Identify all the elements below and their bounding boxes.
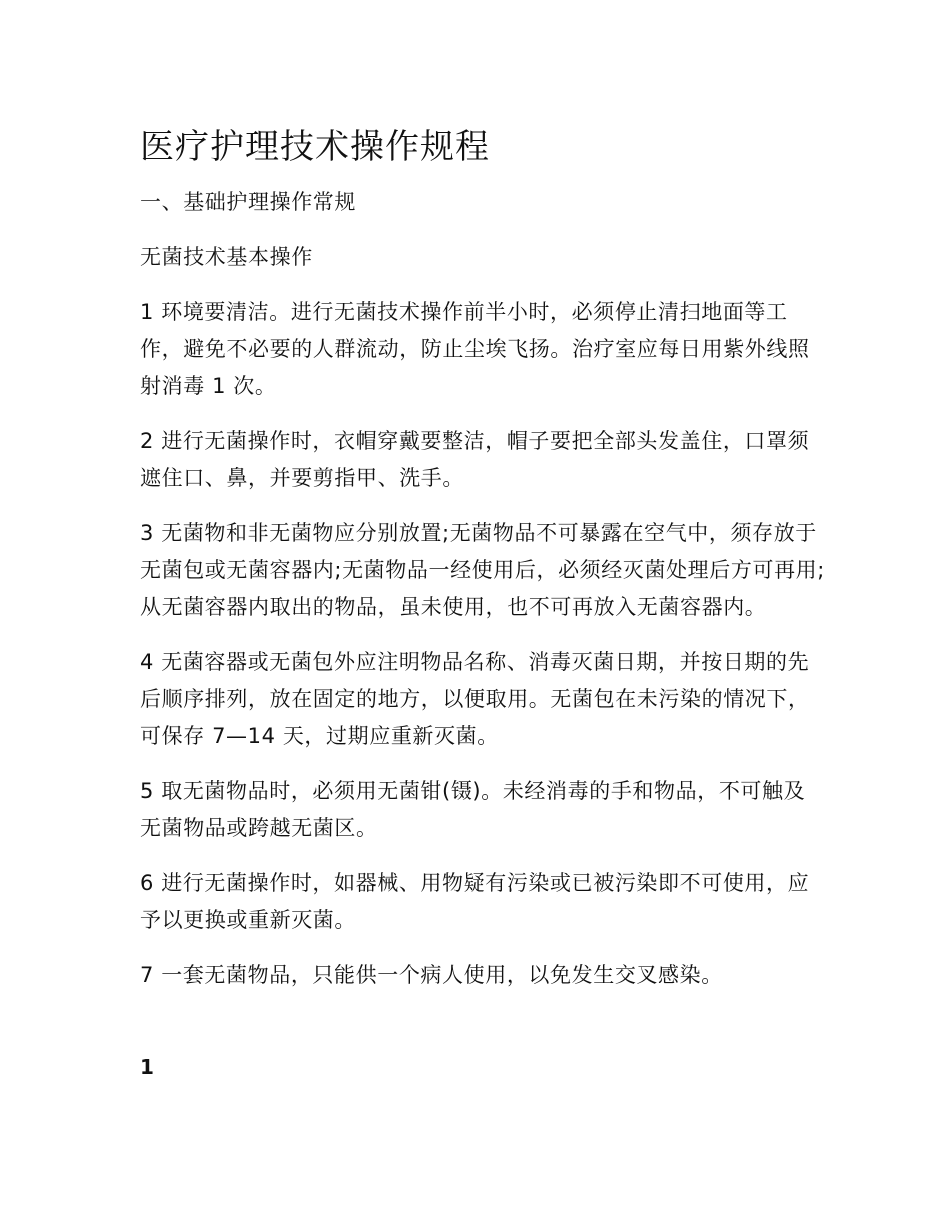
document-body xyxy=(140,122,825,1012)
paragraph-5: 5 取无菌物品时，必须用无菌钳(镊)。未经消毒的手和物品，不可触及无菌物品或跨越无菌区。 xyxy=(140,779,806,840)
paragraph-3: 3 无菌物和非无菌物应分别放置;无菌物品不可暴露在空气中，须存放于无菌包或无菌容器内;无菌物品一经使用后，必须经灭菌处理后方可再用;从无菌容器内取出的物品，虽未使用，也不可再放入无菌容器内。 xyxy=(140,521,825,619)
paragraph-6: 6 进行无菌操作时，如器械、用物疑有污染或已被污染即不可使用，应予以更换或重新灭菌。 xyxy=(140,871,810,932)
paragraph-1: 1 环境要清洁。进行无菌技术操作前半小时，必须停止清扫地面等工作，避免不必要的人群流动，防止尘埃飞扬。治疗室应每日用紫外线照射消毒 1 次。 xyxy=(140,300,810,398)
section-heading: 一、基础护理操作常规 xyxy=(140,190,356,214)
paragraph-4: 4 无菌容器或无菌包外应注明物品名称、消毒灭菌日期，并按日期的先后顺序排列，放在固定的地方，以便取用。无菌包在未污染的情况下，可保存 7—14 天，过期应重新灭菌。 xyxy=(140,650,810,748)
paragraph-7: 7 一套无菌物品，只能供一个病人使用，以免发生交叉感染。 xyxy=(140,963,723,987)
subsection-heading: 无菌技术基本操作 xyxy=(140,245,313,269)
page-number: 1 xyxy=(140,1055,154,1079)
paragraph-2: 2 进行无菌操作时，衣帽穿戴要整洁，帽子要把全部头发盖住，口罩须遮住口、鼻，并要剪指甲、洗手。 xyxy=(140,429,810,490)
document-title: 医疗护理技术操作规程 xyxy=(140,127,490,167)
